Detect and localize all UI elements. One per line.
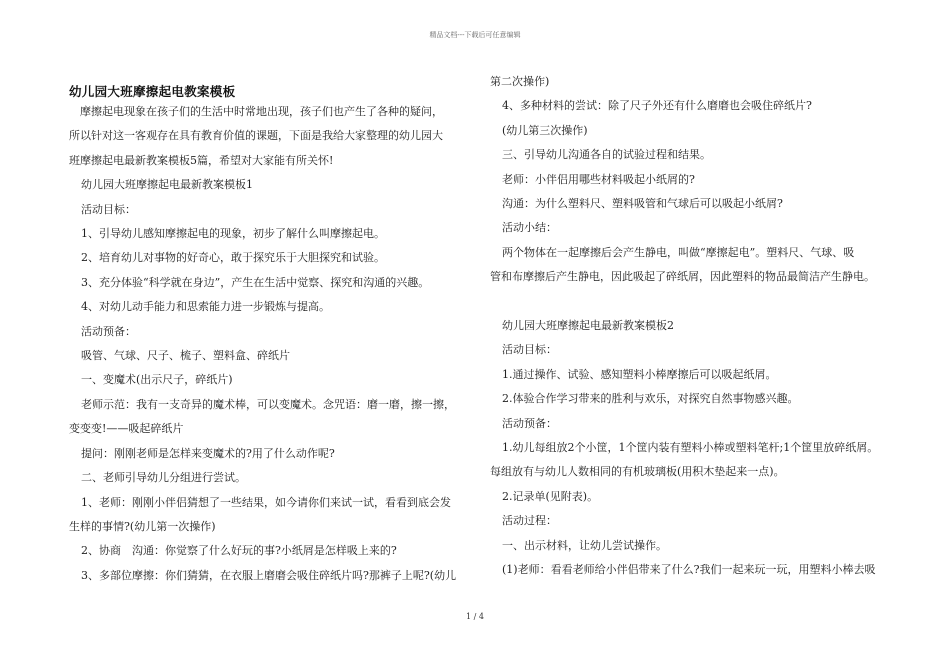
blank-line (490, 290, 885, 314)
right-column (490, 70, 885, 583)
paragraph: 1、老师：刚刚小伴侣猜想了一些结果，如今请你们来试一试，看看到底会发 (81, 495, 451, 509)
paragraph: 1.通过操作、试验、感知塑料小棒摩擦后可以吸起纸屑。 (502, 367, 777, 381)
paragraph: 活动预备： (502, 416, 557, 430)
paragraph: 老师：小伴侣用哪些材料吸起小纸屑的? (502, 172, 695, 186)
paragraph: 摩擦起电现象在孩子们的生活中时常地出现，孩子们也产生了各种的疑问， (69, 105, 443, 118)
paragraph: 1、引导幼儿感知摩擦起电的现象，初步了解什么叫摩擦起电。 (81, 227, 385, 241)
paragraph: 4、多种材料的尝试：除了尺子外还有什么磨磨也会吸住碎纸片? (502, 99, 812, 113)
paragraph: 3、多部位摩擦：你们猜猜，在衣服上磨磨会吸住碎纸片吗?那裤子上呢?(幼儿 (81, 568, 457, 582)
paragraph: 2.记录单(见附表)。 (502, 489, 599, 503)
paragraph: (幼儿第三次操作) (502, 123, 588, 137)
paragraph: 三、引导幼儿沟通各自的试验过程和结果。 (502, 148, 711, 162)
document-title: 幼儿园大班摩擦起电教案模板 (69, 84, 236, 99)
section-heading: 幼儿园大班摩擦起电最新教案模板2 (502, 319, 674, 333)
paragraph: 每组放有与幼儿人数相同的有机玻璃板(用积木垫起来一点)。 (490, 465, 785, 479)
paragraph: 管和布摩擦后产生静电，因此吸起了碎纸屑，因此塑料的物品最简洁产生静电。 (490, 270, 875, 284)
paragraph: 第二次操作) (490, 75, 550, 88)
paragraph: 活动目标： (81, 202, 136, 216)
paragraph: 活动过程： (502, 514, 557, 528)
paragraph: 2、培育幼儿对事物的好奇心，敢于探究乐于大胆探究和试验。 (81, 251, 385, 265)
paragraph: 一、出示材料，让幼儿尝试操作。 (502, 538, 667, 552)
paragraph: 1.幼儿每组放2个小筐，1个筐内装有塑料小棒或塑料笔杆;1个筐里放碎纸屑。 (502, 441, 879, 455)
paragraph: 4、对幼儿动手能力和思索能力进一步锻炼与提高。 (81, 300, 330, 314)
paragraph: 沟通：为什么塑料尺、塑料吸管和气球后可以吸起小纸屑? (502, 197, 783, 211)
paragraph: 班摩擦起电最新教案模板5篇，希望对大家能有所关怀! (69, 153, 334, 167)
paragraph: 2.体验合作学习带来的胜利与欢乐，对探究自然事物感兴趣。 (502, 392, 799, 406)
paragraph: 提问：刚刚老师是怎样来变魔术的?用了什么动作呢? (81, 446, 335, 460)
paragraph: 2、协商 沟通：你觉察了什么好玩的事?小纸屑是怎样吸上来的? (81, 544, 397, 558)
paragraph: 活动小结： (502, 221, 557, 235)
paragraph: 两个物体在一起摩擦后会产生静电，叫做“摩擦起电”。塑料尺、气球、吸 (502, 245, 855, 259)
paragraph: 生样的事情?(幼儿第一次操作) (69, 519, 216, 533)
paragraph: 老师示范：我有一支奇异的魔术棒，可以变魔术。念咒语：磨一磨，擦一擦， (81, 397, 455, 411)
left-column (69, 100, 469, 588)
header-note: 精品文档---下载后可任意编辑 (429, 31, 521, 39)
paragraph: 所以针对这一客观存在具有教育价值的课题，下面是我给大家整理的幼儿园大 (69, 129, 443, 143)
paragraph: 二、老师引导幼儿分组进行尝试。 (81, 471, 246, 485)
paragraph: 3、充分体验“科学就在身边”，产生在生活中觉察、探究和沟通的兴趣。 (81, 275, 430, 289)
paragraph: 活动预备： (81, 324, 136, 338)
paragraph: 变变变!——吸起碎纸片 (69, 422, 184, 436)
page-number: 1 / 4 (466, 612, 484, 621)
section-heading: 幼儿园大班摩擦起电最新教案模板1 (81, 178, 253, 192)
paragraph: 一、变魔术(出示尺子，碎纸片) (81, 373, 233, 387)
paragraph: 活动目标： (502, 343, 557, 357)
paragraph: 吸管、气球、尺子、梳子、塑料盒、碎纸片 (81, 349, 290, 363)
paragraph: (1)老师：看看老师给小伴侣带来了什么?我们一起来玩一玩，用塑料小棒去吸 (502, 563, 876, 577)
